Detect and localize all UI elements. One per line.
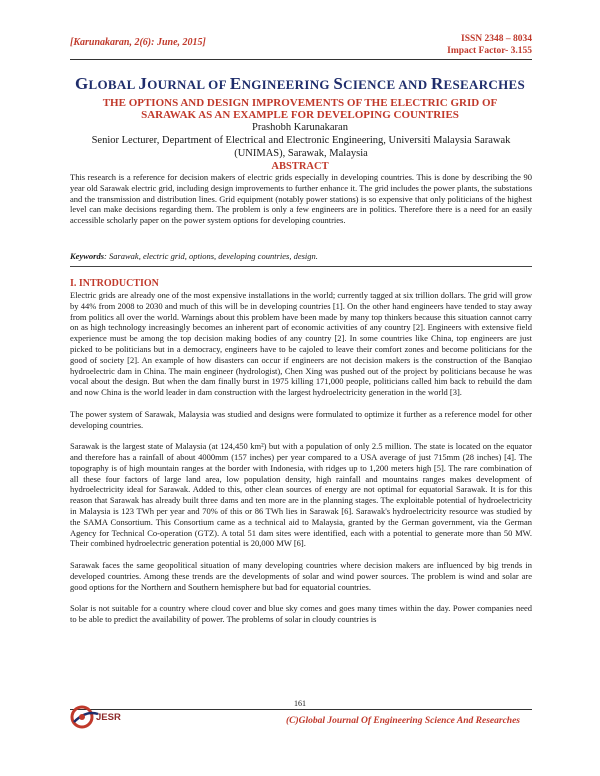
- journal-rest-2: OURNAL OF: [147, 77, 230, 92]
- impact-factor: Impact Factor- 3.155: [447, 46, 532, 56]
- keywords: [70, 251, 532, 262]
- journal-cap-1: G: [75, 74, 89, 93]
- journal-cap-2: J: [138, 74, 148, 93]
- introduction-body: [70, 290, 532, 636]
- paragraph: Solar is not suitable for a country where cloud cover and blue sky comes and goes many times within the day. Power companies need to be able to predict the availability of power. The problems of solar in cloudy countries is: [70, 603, 532, 624]
- journal-rest-3: NGINEERING: [241, 77, 334, 92]
- paragraph: Electric grids are already one of the most expensive installations in the world; currently tagged at six trillion dollars. The grid will grow by 44% from 2008 to 2030 and much of this will be in developing countries [1]. On the other hand engineers have tended to stay away from politics all over the world. Warnings about this problem have been made by many top thinkers because this situation cannot carry on as high technology increasingly becomes an inherent part of economic activities of any country [2]. Engineers with extensive field experience must be among the top decision making bodies of any country [2]. In some countries like China, top engineers are just picked to be politicians but in a democracy, engineers have to be cajoled to leave their comfort zones and become politicians for the good of society [2]. An example of how disasters can occur if engineers are not decision makers is the construction of the Banqiao hydroelectric dam in China. The main engineer (hydrologist), Chen Xing was pushed out of the project by politicians because he was vocal about the design. But when the dam finally burst in 1975 killing 171,000 people, politicians called him back to rebuild the dam and now China is the world leader in dam construction with the largest hydroelectricity generation in the world [3].: [70, 290, 532, 398]
- journal-cap-3: E: [229, 74, 242, 93]
- abstract-text: This research is a reference for decision makers of electric grids especially in developing countries. This is done by describing the 90 year old Sarawak electric grid, including design improvements to further enhance it. The grid includes the power plants, the substations and the transmission and distribution lines. Grid equipment (notably power stations) is so expensive that only politicians of the highest level can make decisions regarding them. The problem is only a few engineers are in politics. Therefore there is a need for an easily accessible scholarly paper on the power system options for developing countries.: [70, 172, 532, 226]
- journal-cap-5: R: [430, 74, 444, 93]
- citation-header: [Karunakaran, 2(6): June, 2015]: [70, 37, 206, 48]
- journal-cap-4: S: [333, 74, 344, 93]
- abstract-heading: ABSTRACT: [271, 161, 329, 172]
- issn-block: [447, 33, 532, 57]
- page-number: 161: [294, 699, 306, 708]
- issn: ISSN 2348 – 8034: [461, 34, 532, 44]
- keywords-divider: [70, 266, 532, 267]
- journal-name: [0, 74, 600, 94]
- paragraph: Sarawak is the largest state of Malaysia (at 124,450 km²) but with a population of only 2.5 million. The state is located on the equator and therefore has a rainfall of about 4000mm (157 inches) per year compared to a USA average of just 715mm (28 inches) [4]. The topography is of high mountain ranges at the border with Indonesia, with ridges up to 1,200 meters high [5]. The rare combination of all these four factors of large land area, low population density, high rainfall and mountains ranges makes development of hydroelectricity ideal for Sarawak. Added to this, other clean sources of energy are not optimal for equatorial Sarawak. It is for this reason that Sarawak has already built three dams and ten more are in the planning stages. The exploitable potential of hydroelectricity in Malaysia is 123 TWh per year and 70% of this or 86 TWh lies in Sarawak [6]. Sarawak's hydroelectricity resource was studied by the SAMA Consortium. This Consortium came as a technical aid to Malaysia, granted by the German government, via the German Agency for Technical Co-operation (GTZ). A total 51 dam sites were identified, each with a potential to generate more than 50 MW. Their combined hydroelectric generation potential is 20,000 MW [6].: [70, 441, 532, 549]
- journal-rest-5: ESEARCHES: [443, 77, 525, 92]
- journal-rest-4: CIENCE AND: [343, 77, 431, 92]
- keywords-text: : Sarawak, electric grid, options, developing countries, design.: [104, 251, 318, 261]
- keywords-label: Keywords: [70, 251, 104, 261]
- logo-text: JESR: [96, 712, 121, 723]
- header-divider: [70, 59, 532, 60]
- copyright: (C)Global Journal Of Engineering Science And Researches: [286, 716, 520, 726]
- paper-title: THE OPTIONS AND DESIGN IMPROVEMENTS OF THE ELECTRIC GRID OF SARAWAK AS AN EXAMPLE FOR DEVELOPING COUNTRIES: [102, 97, 498, 121]
- author-affiliation: Senior Lecturer, Department of Electrical and Electronic Engineering, Universiti Malaysia Sarawak (UNIMAS), Sarawak, Malaysia: [91, 135, 511, 159]
- section-heading-introduction: I. INTRODUCTION: [70, 278, 159, 289]
- paragraph: Sarawak faces the same geopolitical situation of many developing countries where decision makers are influenced by big trends in developed countries. Among these trends are the developments of solar and wind power sources. The problem is wind and solar are good options for the Northern and Southern hemisphere but bad for equatorial countries.: [70, 559, 532, 592]
- journal-rest-1: LOBAL: [88, 77, 139, 92]
- paragraph: The power system of Sarawak, Malaysia was studied and designs were formulated to optimize it further as a reference model for other developing countries.: [70, 408, 532, 430]
- author-name: Prashobh Karunakaran: [252, 122, 348, 133]
